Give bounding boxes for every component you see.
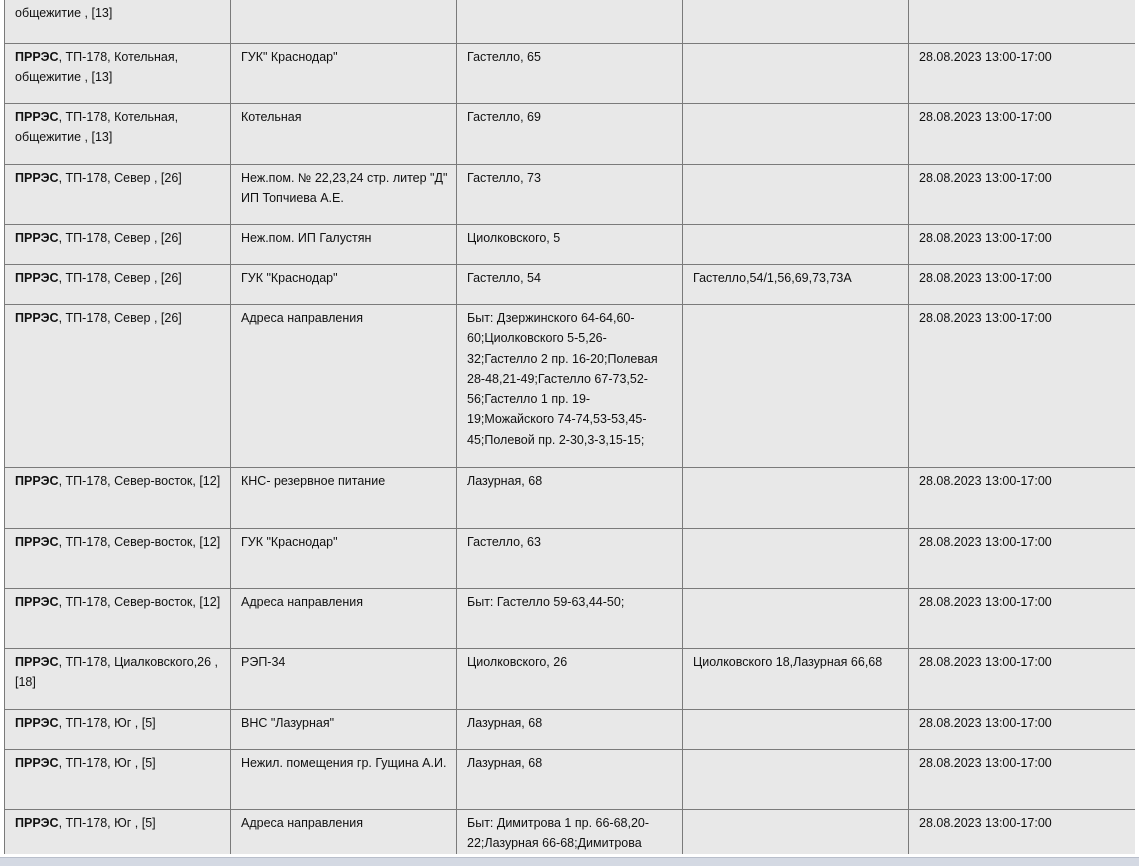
network-details: , ТП-178, Котельная, общежитие , [13]: [15, 110, 179, 145]
table-row: [5, 104, 1136, 165]
object-cell: [231, 305, 457, 468]
table-row: [5, 44, 1136, 104]
table-row: [5, 468, 1136, 529]
address-cell: [457, 810, 683, 855]
network-details: , ТП-178, Север , [26]: [58, 311, 182, 325]
streets-cell: [683, 305, 909, 468]
streets-cell: [683, 649, 909, 710]
streets-cell: [683, 44, 909, 104]
time-cell: [909, 104, 1136, 165]
address-cell-text: Гастелло, 73: [467, 171, 541, 185]
object-cell-text: Адреса направления: [241, 595, 363, 609]
address-cell-text: Гастелло, 65: [467, 50, 541, 64]
network-cell: [5, 44, 231, 104]
table-row: [5, 529, 1136, 589]
network-code: ПРРЭС: [15, 311, 59, 325]
network-details: , ТП-178, Юг , [5]: [58, 756, 156, 770]
address-cell-text: Гастелло, 69: [467, 110, 541, 124]
address-cell-text: Быт: Гастелло 59-63,44-50;: [467, 595, 625, 609]
object-cell-text: КНС- резервное питание: [241, 474, 386, 488]
outage-table-viewport: [4, 0, 1135, 854]
table-row: [5, 589, 1136, 649]
address-cell-text: Гастелло, 54: [467, 271, 541, 285]
object-cell-text: Неж.пом. ИП Галустян: [241, 231, 372, 245]
network-details: , ТП-178, Север-восток, [12]: [58, 535, 221, 549]
network-cell: [5, 104, 231, 165]
address-cell: [457, 710, 683, 750]
address-cell: [457, 649, 683, 710]
table-row: [5, 265, 1136, 305]
address-cell: [457, 44, 683, 104]
time-cell-text: 28.08.2023 13:00-17:00: [919, 110, 1052, 124]
table-row: [5, 710, 1136, 750]
network-cell: [5, 265, 231, 305]
network-cell: [5, 225, 231, 265]
address-cell-text: Циолковского, 5: [467, 231, 561, 245]
network-code: ПРРЭС: [15, 816, 59, 830]
time-cell-text: 28.08.2023 13:00-17:00: [919, 231, 1052, 245]
network-details: , ТП-178, Север , [26]: [58, 271, 182, 285]
object-cell: [231, 529, 457, 589]
address-cell-text: Лазурная, 68: [467, 474, 543, 488]
network-code: ПРРЭС: [15, 535, 59, 549]
network-code: ПРРЭС: [15, 231, 59, 245]
address-cell-text: Лазурная, 68: [467, 716, 543, 730]
time-cell: [909, 468, 1136, 529]
object-cell: [231, 0, 457, 44]
object-cell-text: ГУК "Краснодар": [241, 535, 338, 549]
object-cell: [231, 710, 457, 750]
streets-cell-text: Гастелло,54/1,56,69,73,73А: [693, 271, 852, 285]
address-cell: [457, 589, 683, 649]
streets-cell: [683, 165, 909, 225]
power-outage-table: [4, 0, 1135, 854]
streets-cell: [683, 750, 909, 810]
time-cell-text: 28.08.2023 13:00-17:00: [919, 50, 1052, 64]
streets-cell-text: Циолковского 18,Лазурная 66,68: [693, 655, 883, 669]
network-details: , ТП-178, Циалковского,26 , [18]: [15, 655, 219, 690]
table-row: [5, 810, 1136, 855]
address-cell-text: Гастелло, 63: [467, 535, 541, 549]
address-cell: [457, 750, 683, 810]
network-cell: [5, 529, 231, 589]
object-cell-text: Котельная: [241, 110, 302, 124]
object-cell: [231, 468, 457, 529]
object-cell: [231, 44, 457, 104]
object-cell-text: ГУК "Краснодар": [241, 271, 338, 285]
object-cell-text: ГУК" Краснодар": [241, 50, 338, 64]
streets-cell: [683, 710, 909, 750]
streets-cell: [683, 468, 909, 529]
address-cell: [457, 468, 683, 529]
address-cell: [457, 305, 683, 468]
network-cell: [5, 589, 231, 649]
network-code: ПРРЭС: [15, 595, 59, 609]
object-cell: [231, 649, 457, 710]
time-cell-text: 28.08.2023 13:00-17:00: [919, 171, 1052, 185]
network-details: , ТП-178, Север-восток, [12]: [58, 474, 221, 488]
object-cell: [231, 265, 457, 305]
time-cell-text: 28.08.2023 13:00-17:00: [919, 655, 1052, 669]
network-code: ПРРЭС: [15, 655, 59, 669]
address-cell: [457, 104, 683, 165]
network-details: , ТП-178, Север-восток, [12]: [58, 595, 221, 609]
network-cell: [5, 649, 231, 710]
network-details: , ТП-178, Юг , [5]: [58, 816, 156, 830]
object-cell-text: Адреса направления: [241, 816, 363, 830]
network-cell: [5, 305, 231, 468]
object-cell-text: Неж.пом. № 22,23,24 стр. литер "Д" ИП Топчиева А.Е.: [241, 171, 448, 206]
network-cell: [5, 810, 231, 855]
address-cell-text: Быт: Дзержинского 64-64,60-60;Циолковского 5-5,26-32;Гастелло 2 пр. 16-20;Полевая 28-48,21-49;Гастелло 67-73,52-56;Гастелло 1 пр. 19-19;Можайского 74-74,53-53,45-45;Полевой пр. 2-30,3-3,15-15;: [467, 311, 658, 447]
table-row: [5, 225, 1136, 265]
object-cell: [231, 589, 457, 649]
network-cell: [5, 0, 231, 44]
network-cell: [5, 468, 231, 529]
table-row: [5, 165, 1136, 225]
object-cell: [231, 165, 457, 225]
time-cell: [909, 810, 1136, 855]
object-cell-text: РЭП-34: [241, 655, 286, 669]
object-cell: [231, 750, 457, 810]
network-cell: [5, 710, 231, 750]
time-cell: [909, 165, 1136, 225]
time-cell: [909, 710, 1136, 750]
object-cell: [231, 225, 457, 265]
network-code: ПРРЭС: [15, 171, 59, 185]
address-cell: [457, 529, 683, 589]
time-cell-text: 28.08.2023 13:00-17:00: [919, 474, 1052, 488]
streets-cell: [683, 265, 909, 305]
time-cell-text: 28.08.2023 13:00-17:00: [919, 535, 1052, 549]
object-cell-text: ВНС "Лазурная": [241, 716, 335, 730]
streets-cell: [683, 0, 909, 44]
network-code: ПРРЭС: [15, 271, 59, 285]
time-cell: [909, 649, 1136, 710]
table-row: [5, 750, 1136, 810]
time-cell-text: 28.08.2023 13:00-17:00: [919, 595, 1052, 609]
object-cell-text: Нежил. помещения гр. Гущина А.И.: [241, 756, 447, 770]
time-cell-text: 28.08.2023 13:00-17:00: [919, 311, 1052, 325]
network-code: ПРРЭС: [15, 110, 59, 124]
address-cell: [457, 0, 683, 44]
streets-cell: [683, 589, 909, 649]
network-code: ПРРЭС: [15, 716, 59, 730]
network-cell: [5, 165, 231, 225]
network-details: , ТП-178, Север , [26]: [58, 171, 182, 185]
streets-cell: [683, 225, 909, 265]
network-details: , ТП-178, Север , [26]: [58, 231, 182, 245]
network-code: ПРРЭС: [15, 474, 59, 488]
table-row: [5, 649, 1136, 710]
object-cell-text: Адреса направления: [241, 311, 363, 325]
table-row: [5, 305, 1136, 468]
address-cell: [457, 265, 683, 305]
time-cell-text: 28.08.2023 13:00-17:00: [919, 271, 1052, 285]
streets-cell: [683, 104, 909, 165]
network-cell: [5, 750, 231, 810]
network-code: ПРРЭС: [15, 756, 59, 770]
time-cell: [909, 750, 1136, 810]
network-details: , ТП-178, Котельная, общежитие , [13]: [15, 50, 179, 85]
time-cell: [909, 529, 1136, 589]
table-row: [5, 0, 1136, 44]
address-cell: [457, 225, 683, 265]
address-cell-text: Быт: Димитрова 1 пр. 66-68,20-22;Лазурная 66-68;Димитрова: [467, 816, 650, 851]
network-code: ПРРЭС: [15, 50, 59, 64]
streets-cell: [683, 810, 909, 855]
streets-cell: [683, 529, 909, 589]
time-cell: [909, 265, 1136, 305]
time-cell-text: 28.08.2023 13:00-17:00: [919, 816, 1052, 830]
address-cell-text: Лазурная, 68: [467, 756, 543, 770]
time-cell: [909, 305, 1136, 468]
time-cell: [909, 0, 1136, 44]
network-details: , ТП-178, Юг , [5]: [58, 716, 156, 730]
time-cell: [909, 589, 1136, 649]
time-cell: [909, 225, 1136, 265]
object-cell: [231, 104, 457, 165]
address-cell-text: Циолковского, 26: [467, 655, 568, 669]
network-details: общежитие , [13]: [15, 6, 113, 20]
time-cell-text: 28.08.2023 13:00-17:00: [919, 716, 1052, 730]
time-cell: [909, 44, 1136, 104]
object-cell: [231, 810, 457, 855]
time-cell-text: 28.08.2023 13:00-17:00: [919, 756, 1052, 770]
address-cell: [457, 165, 683, 225]
